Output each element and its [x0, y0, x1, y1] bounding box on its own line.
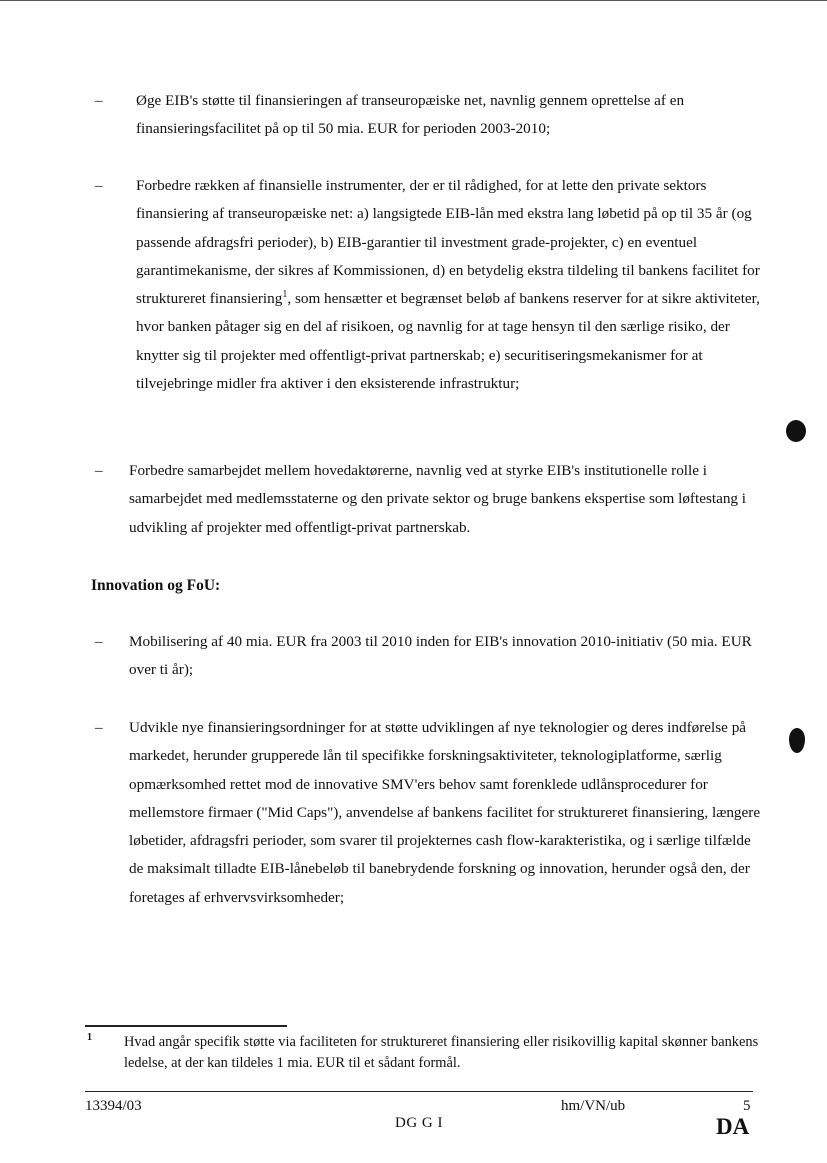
author-initials: hm/VN/ub	[561, 1098, 626, 1114]
list-dash: –	[95, 719, 103, 736]
punch-hole-mark	[786, 420, 806, 442]
list-item-text	[136, 172, 761, 398]
list-item-text-part: , som hensætter et begrænset beløb af bankens reserver for at sikre aktiviteter, hvor banken påtager sig en del af risikoen, og navnlig for at tage hensyn til den særlige risiko, der knytter sig til projekter med offentligt-privat partnerskab; e) securitiseringsmekanismer for at tilvejebringe midler fra aktiver i den eksisterende infrastruktur;	[136, 290, 760, 393]
list-dash: –	[95, 462, 103, 479]
page-number: 5	[743, 1098, 751, 1114]
list-item-text-part: Forbedre rækken af finansielle instrumenter, der er til rådighed, for at lette den private sektors finansiering af transeuropæiske net: a) langsigtede EIB-lån med ekstra lang løbetid på op til 35 år (og passende afdragsfri perioder), b) EIB-garantier til investment grade-projekter, c) en eventuel garantimekanisme, der sikres af Kommissionen, d) en betydelig ekstra tildeling til bankens facilitet for struktureret finansiering	[136, 177, 760, 308]
document-number: 13394/03	[85, 1098, 142, 1114]
footnote-divider	[85, 1025, 287, 1027]
list-item-text: Forbedre samarbejdet mellem hovedaktørerne, navnlig ved at styrke EIB's institutionelle rolle i samarbejdet med medlemsstaterne og den private sektor og bruge bankens ekspertise som løftestang i udvikling af projekter med offentligt-privat partnerskab.	[129, 462, 747, 536]
top-edge-line	[0, 0, 827, 1]
punch-hole-mark	[789, 728, 805, 753]
list-dash: –	[95, 633, 103, 650]
list-item-text: Mobilisering af 40 mia. EUR fra 2003 til 2010 inden for EIB's innovation 2010-initiativ (50 mia. EUR over ti år);	[129, 633, 752, 679]
section-heading: Innovation og FoU:	[91, 577, 221, 594]
list-item-text: Øge EIB's støtte til finansieringen af transeuropæiske net, navnlig gennem oprettelse af en finansieringsfacilitet på op til 50 mia. EUR for perioden 2003-2010;	[136, 92, 685, 138]
department-code: DG G I	[395, 1115, 443, 1131]
footer-divider	[85, 1091, 753, 1092]
footnote-mark: 1	[87, 1032, 92, 1043]
list-item-text: Udvikle nye finansieringsordninger for at støtte udviklingen af nye teknologier og deres indførelse på markedet, herunder grupperede lån til specifikke forskningsaktiviteter, teknologiplatforme, særlig opmærksomhed rettet mod de innovative SMV'ers behov samt forenklede udlånsprocedurer for mellemstore firmaer ("Mid Caps"), anvendelse af bankens facilitet for struktureret finansiering, længere løbetider, afdragsfri perioder, som svarer til projekternes cash flow-karakteristika, og i særlige tilfælde de maksimalt tilladte EIB-lånebeløb til banebrydende forskning og innovation, herunder også den, der foretages af erhvervsvirksomheder;	[129, 719, 761, 906]
list-dash: –	[95, 92, 103, 109]
list-dash: –	[95, 177, 103, 194]
footnote-text: Hvad angår specifik støtte via faciliteten for struktureret finansiering eller risikovillig kapital skønner bankens ledelse, at der kan tildeles 1 mia. EUR til et sådant formål.	[124, 1034, 759, 1071]
footnote-reference: 1	[282, 289, 288, 301]
language-code: DA	[716, 1114, 750, 1139]
